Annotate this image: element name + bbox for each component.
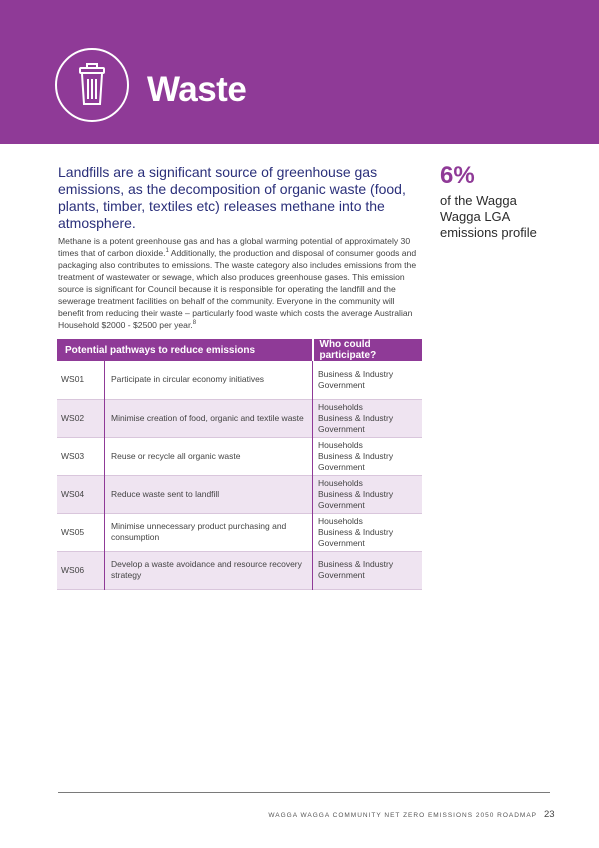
table-row xyxy=(57,361,422,399)
row-description: Minimise unnecessary product purchasing and consumption xyxy=(105,513,313,551)
row-code: WS01 xyxy=(57,361,105,399)
row-code: WS04 xyxy=(57,475,105,513)
participant: Households xyxy=(318,439,363,450)
table-header-row xyxy=(57,339,422,361)
row-description: Reduce waste sent to landfill xyxy=(105,475,313,513)
footnote-ref-8: 8 xyxy=(192,320,197,327)
table-row xyxy=(57,437,422,475)
stat-caption: of the Wagga Wagga LGA emissions profile xyxy=(440,193,537,240)
row-code: WS02 xyxy=(57,399,105,437)
participant: Government xyxy=(318,461,365,472)
row-participants xyxy=(313,399,423,437)
footnote-ref-1: 1 xyxy=(165,248,169,255)
page-header xyxy=(0,0,599,144)
participant: Government xyxy=(318,537,365,548)
stat-value: 6% xyxy=(440,162,475,189)
participant: Households xyxy=(318,477,363,488)
participant: Households xyxy=(318,401,363,412)
table-row xyxy=(57,399,422,437)
trash-can-icon xyxy=(54,47,130,123)
row-participants xyxy=(313,475,423,513)
participant: Households xyxy=(318,515,363,526)
row-description: Participate in circular economy initiatives xyxy=(105,361,313,399)
participant: Business & Industry xyxy=(318,559,394,569)
header-pathways: Potential pathways to reduce emissions xyxy=(57,339,313,361)
participant: Government xyxy=(318,379,365,390)
table-row xyxy=(57,513,422,551)
row-description: Reuse or recycle all organic waste xyxy=(105,437,313,475)
row-participants xyxy=(313,513,423,551)
participant: Business & Industry xyxy=(318,526,394,537)
participant: Government xyxy=(318,499,365,510)
row-code: WS06 xyxy=(57,551,105,589)
table-row xyxy=(57,551,422,589)
lead-paragraph: Landfills are a significant source of greenhouse gas emissions, as the decomposition of organic waste (food, plants, timber, textiles etc) releases methane into the atmosphere. xyxy=(58,164,406,231)
row-code: WS05 xyxy=(57,513,105,551)
table-row xyxy=(57,475,422,513)
pathways-table xyxy=(57,339,422,590)
body-text-part-1: Methane is a potent greenhouse gas and has a global warming potential of approximately 30 times that of carbon dioxide. xyxy=(58,236,411,258)
participant: Business & Industry xyxy=(318,368,394,379)
row-participants xyxy=(313,551,423,589)
participant: Government xyxy=(318,423,365,434)
row-description: Minimise creation of food, organic and textile waste xyxy=(105,399,313,437)
footer-divider xyxy=(58,792,550,793)
participant: Business & Industry xyxy=(318,412,394,423)
body-paragraph xyxy=(58,235,422,331)
page-number: 23 xyxy=(544,809,555,820)
row-participants xyxy=(313,437,423,475)
row-description: Develop a waste avoidance and resource recovery strategy xyxy=(105,551,313,589)
body-text-part-2: Additionally, the production and disposal of consumer goods and packaging also contributes to emissions. The waste category also includes emissions from the treatment of wastewater or sewage, which also produces greenhouse gases. This emission source is significant for Council because it is responsible for operating the landfill and the sewerage treatment facilities on behalf of the community. Everyone in the community will benefit from reducing their waste – particularly food waste which costs the average Australian Household $2000 - $2500 per year. xyxy=(58,248,417,330)
header-who: Who could participate? xyxy=(313,339,423,361)
participant: Business & Industry xyxy=(318,488,394,499)
participant: Business & Industry xyxy=(318,450,394,461)
participant: Government xyxy=(318,570,365,580)
row-participants xyxy=(313,361,423,399)
footer-title: WAGGA WAGGA COMMUNITY NET ZERO EMISSIONS 2050 ROADMAP xyxy=(268,812,537,819)
row-code: WS03 xyxy=(57,437,105,475)
page-title: Waste xyxy=(147,70,247,109)
